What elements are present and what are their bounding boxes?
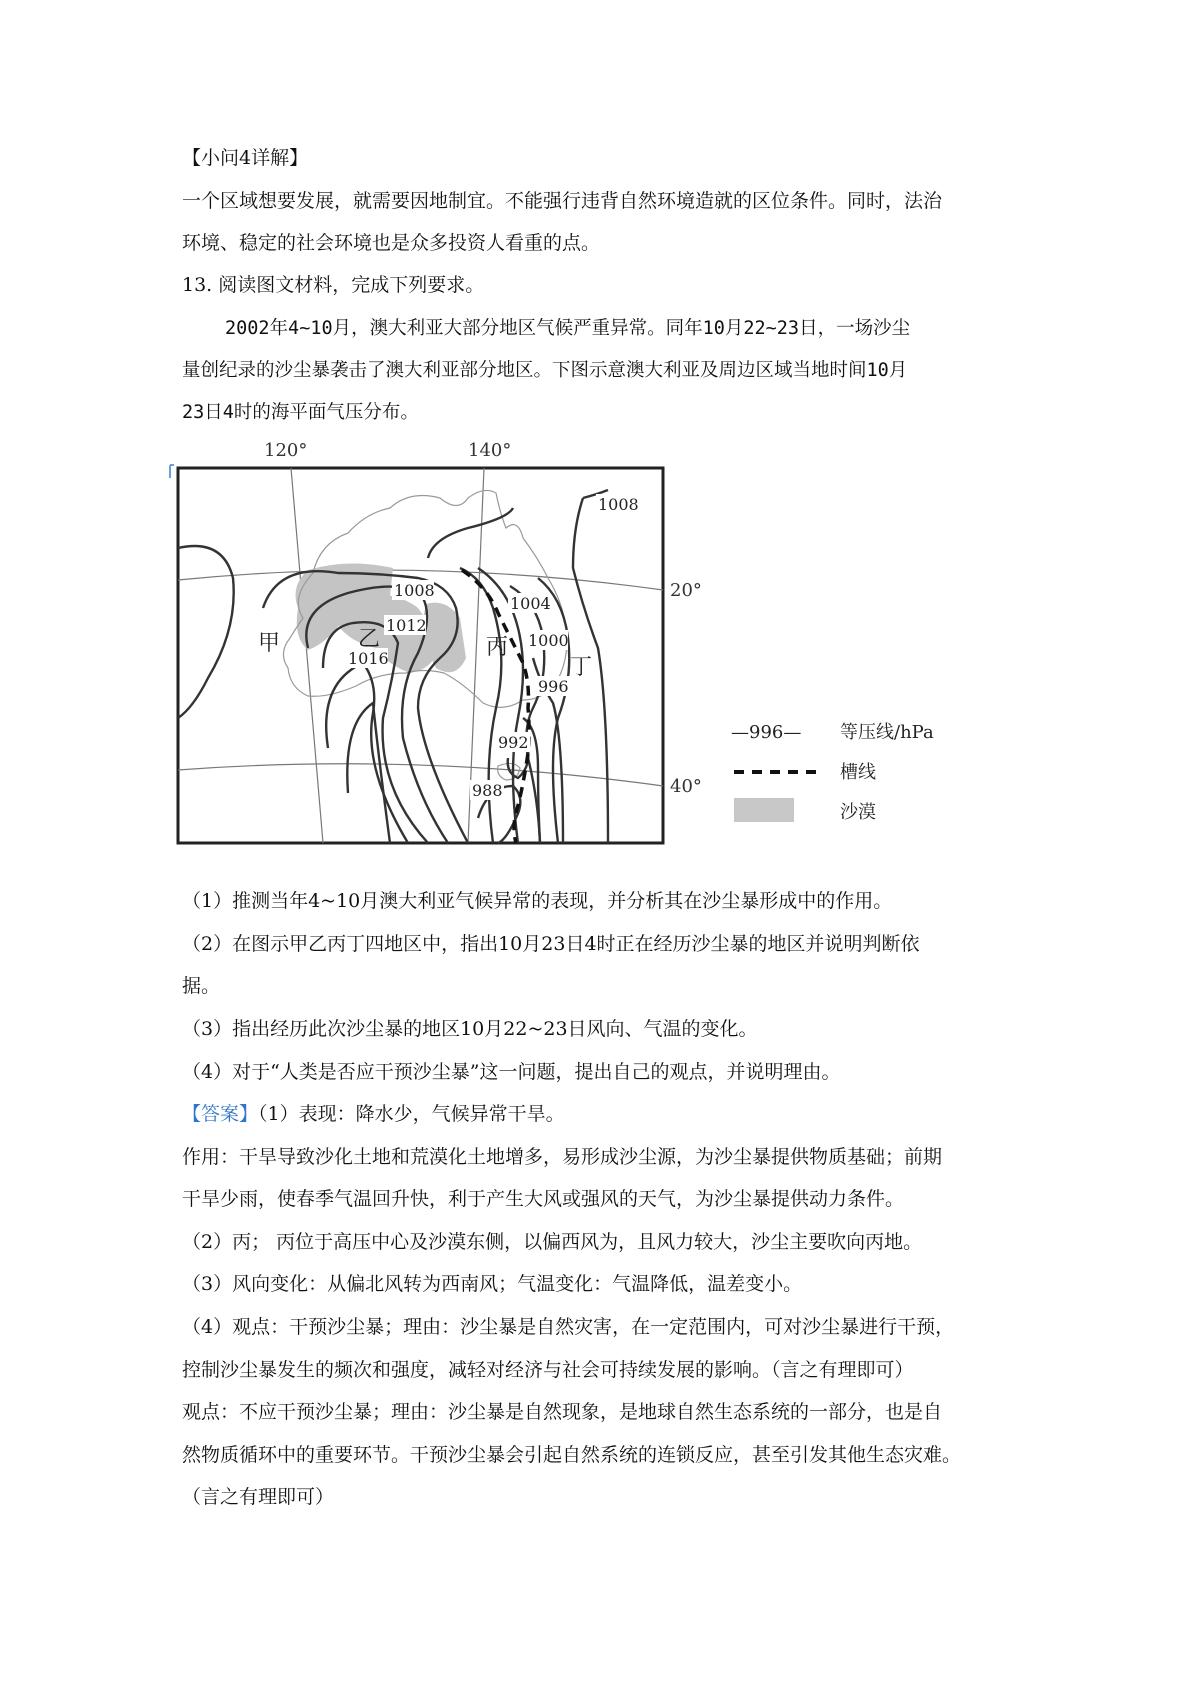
map-legend xyxy=(731,722,934,823)
explanation-line-2: 环境、稳定的社会环境也是众多投资人看重的点。 xyxy=(182,232,601,254)
answer-1: （1）表现：降水少，气候异常干旱。 xyxy=(258,1103,565,1125)
answer-line-5: （3）风向变化：从偏北风转为西南风；气温变化：气温降低，温差变小。 xyxy=(182,1273,803,1295)
legend-isobar-symbol: —996— xyxy=(731,722,802,743)
question-intro: 13. 阅读图文材料，完成下列要求。 xyxy=(182,274,485,296)
isobars xyxy=(178,490,608,843)
isobar-label-992: 992 xyxy=(498,733,529,752)
isobar-label-1008-west: 1008 xyxy=(394,581,435,600)
material-line-2: 量创纪录的沙尘暴袭击了澳大利亚部分地区。下图示意澳大利亚及周边区域当地时间10月 xyxy=(182,360,908,381)
region-label-jia: 甲 xyxy=(258,631,281,656)
question-1: （1）推测当年4~10月澳大利亚气候异常的表现，并分析其在沙尘暴形成中的作用。 xyxy=(182,890,893,912)
answer-line-6: （4）观点：干预沙尘暴；理由：沙尘暴是自然灾害，在一定范围内，可对沙尘暴进行干预， xyxy=(182,1316,955,1338)
material-line-3: 23日4时的海平面气压分布。 xyxy=(182,402,419,423)
answer-line-8: 观点：不应干预沙尘暴；理由：沙尘暴是自然现象，是地球自然生态系统的一部分，也是自 xyxy=(182,1401,943,1423)
isobar-label-1012: 1012 xyxy=(386,616,427,635)
legend-trough-label: 槽线 xyxy=(840,762,876,783)
isobar-label-1000: 1000 xyxy=(528,631,569,650)
region-label-bing: 丙 xyxy=(486,635,509,660)
section-title: 【小问4详解】 xyxy=(182,147,309,169)
material-line-1: 2002年4~10月，澳大利亚大部分地区气候严重异常。同年10月22~23日，一场沙尘 xyxy=(225,318,911,339)
lat-label-40: 40° xyxy=(670,776,702,797)
question-2-line-2: 据。 xyxy=(182,975,221,997)
explanation-line-1: 一个区域想要发展，就需要因地制宜。不能强行违背自然环境造就的区位条件。同时，法治 xyxy=(182,190,943,212)
answer-line-2: 作用：干旱导致沙化土地和荒漠化土地增多，易形成沙尘源，为沙尘暴提供物质基础；前期 xyxy=(182,1146,943,1168)
answer-line-10: （言之有理即可） xyxy=(182,1486,335,1508)
question-3: （3）指出经历此次沙尘暴的地区10月22~23日风向、气温的变化。 xyxy=(182,1018,758,1040)
legend-desert-symbol xyxy=(734,798,794,822)
lon-label-140: 140° xyxy=(468,440,512,461)
isobar-label-988: 988 xyxy=(472,781,503,800)
region-label-yi: 乙 xyxy=(358,627,381,652)
isobar-label-1004: 1004 xyxy=(510,594,551,613)
pressure-map xyxy=(178,440,938,888)
legend-desert-label: 沙漠 xyxy=(840,802,876,823)
lat-label-20: 20° xyxy=(670,580,702,601)
isobar-label-996: 996 xyxy=(538,677,569,696)
lon-label-120: 120° xyxy=(264,440,308,461)
answer-line-7: 控制沙尘暴发生的频次和强度，减轻对经济与社会可持续发展的影响。（言之有理即可） xyxy=(182,1359,914,1381)
answer-label: 【答案】 xyxy=(182,1103,259,1125)
legend-isobar-label: 等压线/hPa xyxy=(840,722,934,743)
isobar-label-1016: 1016 xyxy=(348,649,389,668)
answer-line-3: 干旱少雨，使春季气温回升快，利于产生大风或强风的天气，为沙尘暴提供动力条件。 xyxy=(182,1188,905,1210)
isobar-label-1008-east: 1008 xyxy=(598,495,639,514)
answer-line-4: （2）丙； 丙位于高压中心及沙漠东侧，以偏西风为，且风力较大，沙尘主要吹向丙地。 xyxy=(182,1231,923,1253)
region-label-ding: 丁 xyxy=(570,655,593,680)
question-4: （4）对于“人类是否应干预沙尘暴”这一问题，提出自己的观点，并说明理由。 xyxy=(182,1061,841,1083)
question-2-line-1: （2）在图示甲乙丙丁四地区中，指出10月23日4时正在经历沙尘暴的地区并说明判断依 xyxy=(182,933,920,955)
answer-line-1 xyxy=(182,1101,565,1127)
answer-line-9: 然物质循环中的重要环节。干预沙尘暴会引起自然系统的连锁反应，甚至引发其他生态灾难。 xyxy=(182,1444,962,1466)
